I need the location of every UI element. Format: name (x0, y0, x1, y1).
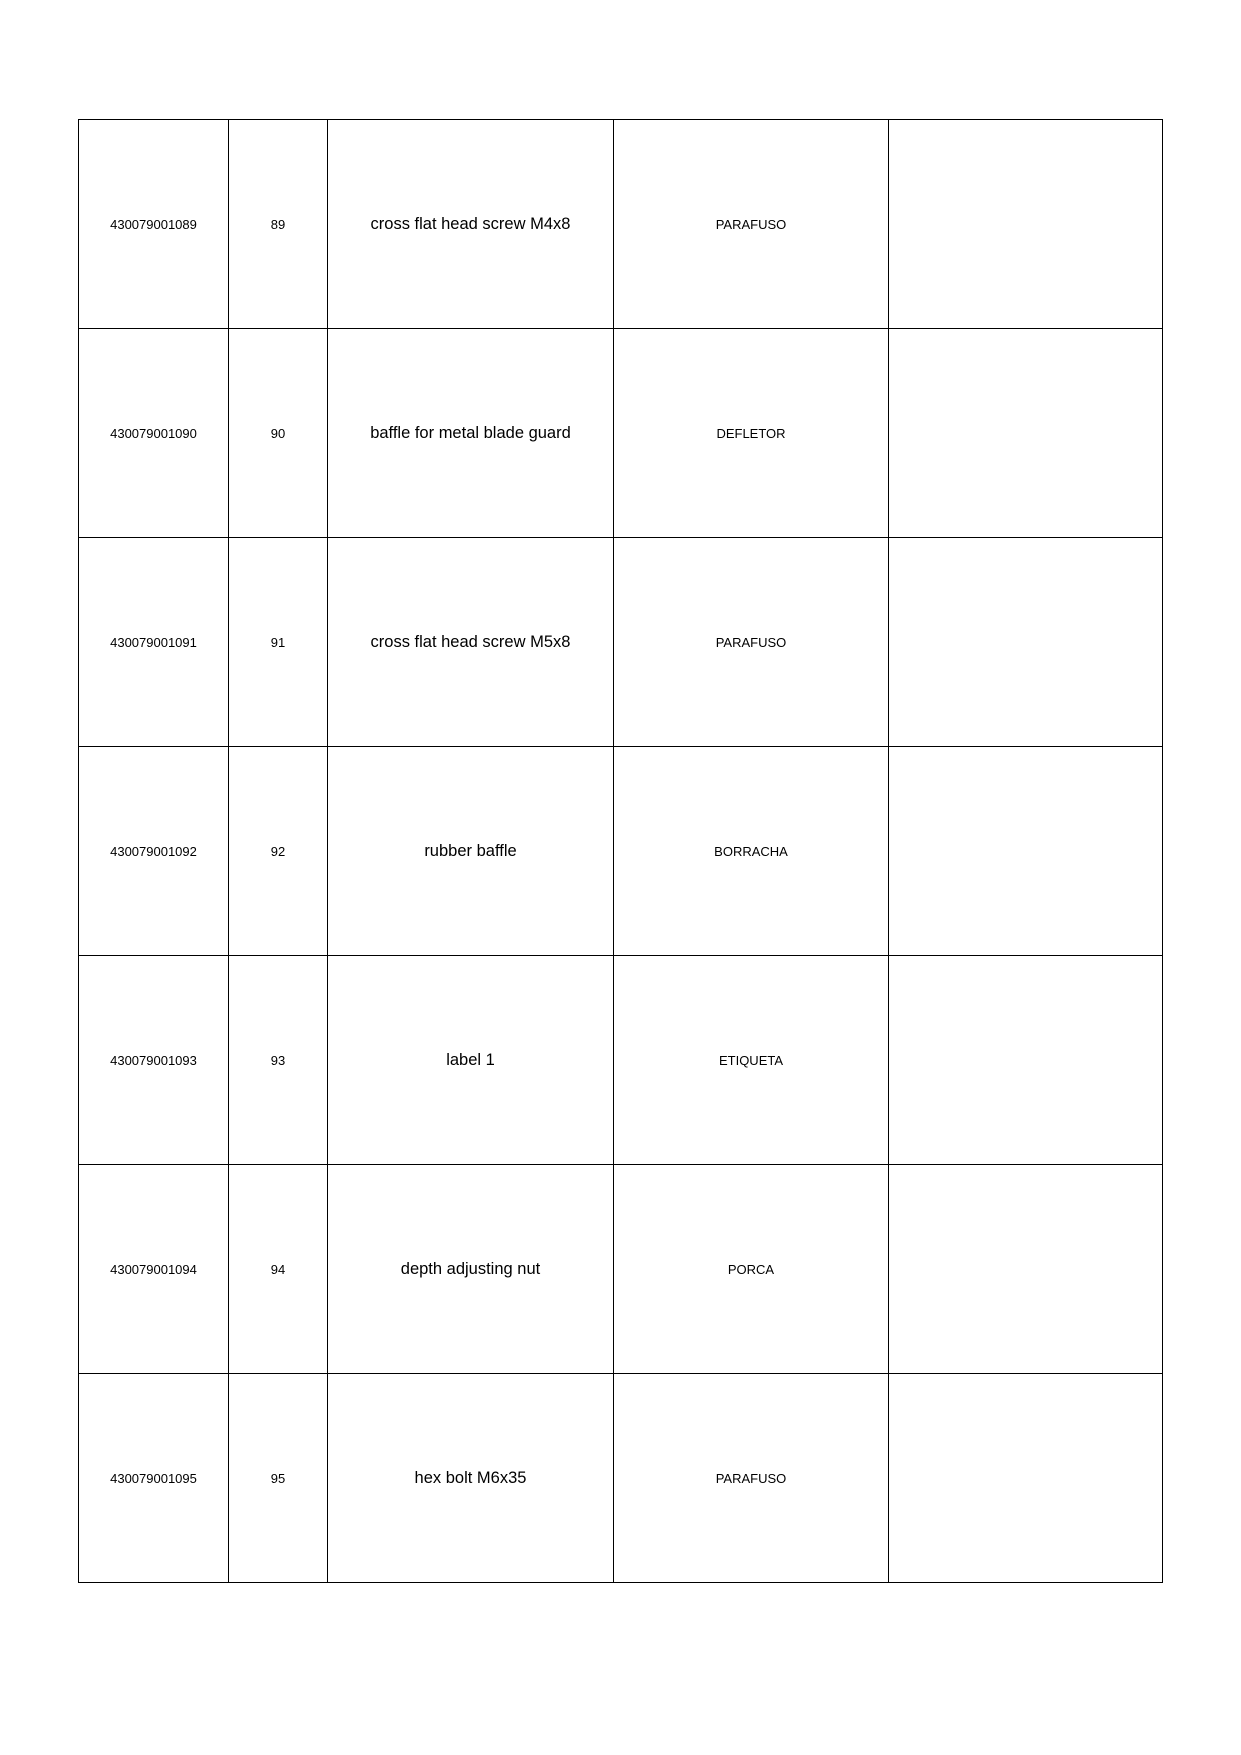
part-code-cell: 430079001089 (79, 120, 229, 329)
table-row (79, 538, 1163, 747)
description-cell: hex bolt M6x35 (328, 1374, 614, 1583)
empty-cell (889, 329, 1163, 538)
item-number-cell: 94 (229, 1165, 328, 1374)
part-code-cell: 430079001090 (79, 329, 229, 538)
description-cell: depth adjusting nut (328, 1165, 614, 1374)
parts-table-body (79, 120, 1163, 1583)
part-code-cell: 430079001094 (79, 1165, 229, 1374)
table-row (79, 120, 1163, 329)
portuguese-description-cell: PARAFUSO (614, 1374, 889, 1583)
portuguese-description-cell: BORRACHA (614, 747, 889, 956)
table-row (79, 1165, 1163, 1374)
part-code-cell: 430079001095 (79, 1374, 229, 1583)
table-row (79, 1374, 1163, 1583)
portuguese-description-cell: PARAFUSO (614, 538, 889, 747)
description-cell: rubber baffle (328, 747, 614, 956)
empty-cell (889, 1374, 1163, 1583)
empty-cell (889, 956, 1163, 1165)
table-row (79, 956, 1163, 1165)
description-cell: label 1 (328, 956, 614, 1165)
part-code-cell: 430079001093 (79, 956, 229, 1165)
portuguese-description-cell: ETIQUETA (614, 956, 889, 1165)
empty-cell (889, 1165, 1163, 1374)
empty-cell (889, 747, 1163, 956)
item-number-cell: 92 (229, 747, 328, 956)
item-number-cell: 89 (229, 120, 328, 329)
table-row (79, 329, 1163, 538)
item-number-cell: 90 (229, 329, 328, 538)
portuguese-description-cell: DEFLETOR (614, 329, 889, 538)
item-number-cell: 93 (229, 956, 328, 1165)
empty-cell (889, 538, 1163, 747)
portuguese-description-cell: PORCA (614, 1165, 889, 1374)
table-row (79, 747, 1163, 956)
item-number-cell: 95 (229, 1374, 328, 1583)
portuguese-description-cell: PARAFUSO (614, 120, 889, 329)
part-code-cell: 430079001092 (79, 747, 229, 956)
description-cell: cross flat head screw M4x8 (328, 120, 614, 329)
parts-table (78, 119, 1163, 1583)
empty-cell (889, 120, 1163, 329)
part-code-cell: 430079001091 (79, 538, 229, 747)
description-cell: cross flat head screw M5x8 (328, 538, 614, 747)
item-number-cell: 91 (229, 538, 328, 747)
description-cell: baffle for metal blade guard (328, 329, 614, 538)
